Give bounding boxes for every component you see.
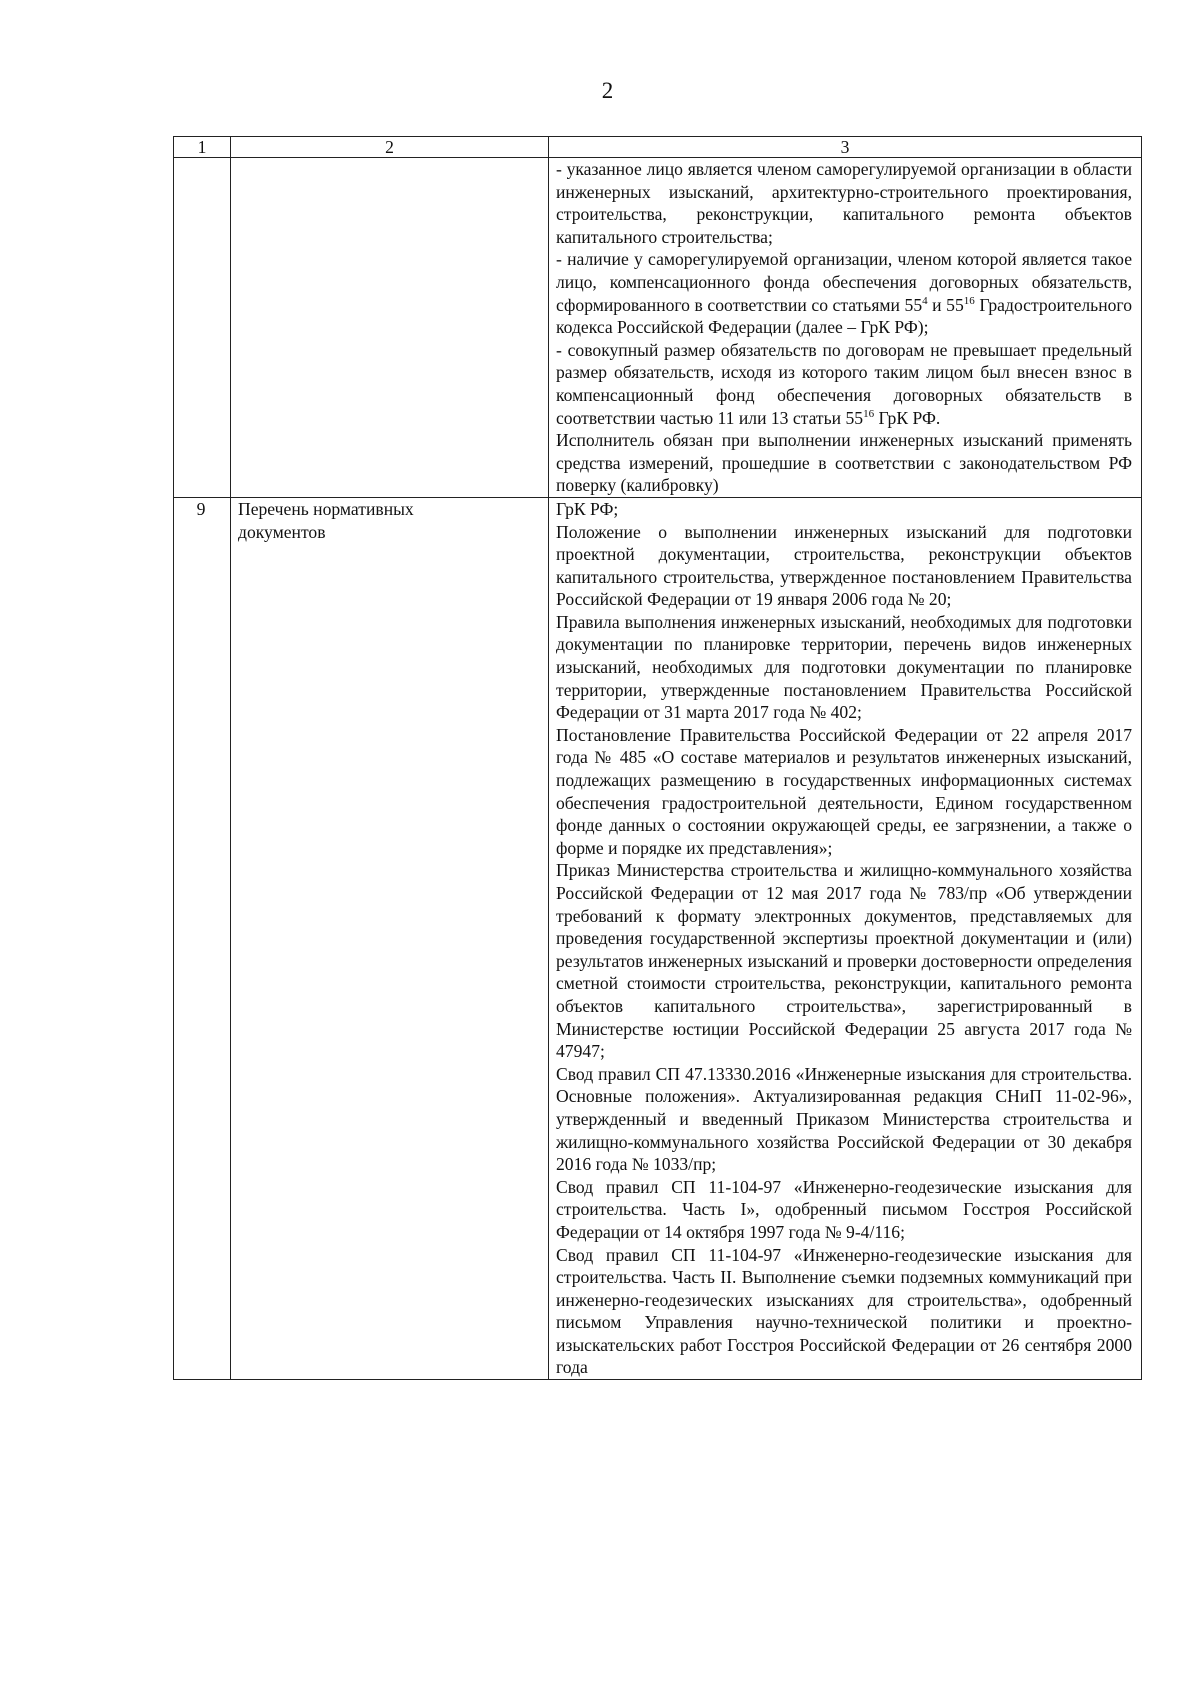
paragraph-sro-membership: - указанное лицо является членом саморегулируемой организации в области инженерных изысканий, архитектурно-строительного проектирования, строительства, реконструкции, капитального ремонта объектов капитального строительства; xyxy=(556,159,1132,247)
page-number: 2 xyxy=(601,78,614,103)
doc-list-item: Положение о выполнении инженерных изысканий для подготовки проектной документации, строительства, реконструкции объектов капитального строительства, утвержденное постановлением Правительства Российской Федерации от 19 января 2006 года № 20; xyxy=(556,521,1132,610)
table-header-row xyxy=(174,137,1142,158)
row-number-cell: 9 xyxy=(174,497,231,1379)
table-row-9 xyxy=(174,497,1142,1379)
column-header-1: 1 xyxy=(174,137,231,158)
column-header-2: 2 xyxy=(231,137,549,158)
row-name-text: Перечень нормативных документов xyxy=(238,498,414,542)
doc-list-item: Свод правил СП 11-104-97 «Инженерно-геодезические изыскания для строительства. Часть II. Выполнение съемки подземных коммуникаций при инженерно-геодезических изысканиях для строительства», одобренный письмом Управления научно-технической политики и проектно-изыскательских работ Госстроя Российской Федерации от 26 сентября 2000 года xyxy=(556,1244,1132,1378)
paragraph-measuring-instruments: Исполнитель обязан при выполнении инженерных изысканий применять средства измерений, прошедшие в соответствии с законодательством РФ поверку (калибровку) xyxy=(556,430,1132,496)
row-number-cell xyxy=(174,158,231,498)
doc-list-item: Правила выполнения инженерных изысканий, необходимых для подготовки документации по планировке территории, перечень видов инженерных изысканий, необходимых для подготовки документации по планировке территории, утвержденные постановлением Правительства Российской Федерации от 31 марта 2017 года № 402; xyxy=(556,611,1132,723)
doc-list-item: ГрК РФ; xyxy=(556,498,619,519)
row-name-cell xyxy=(231,158,549,498)
doc-list-item: Свод правил СП 11-104-97 «Инженерно-геодезические изыскания для строительства. Часть I», одобренный письмом Госстроя Российской Федерации от 14 октября 1997 года № 9-4/116; xyxy=(556,1176,1132,1242)
paragraph-compensation-fund: - наличие у саморегулируемой организации, членом которой является такое лицо, компенсационного фонда обеспечения договорных обязательств, сформированного в соответствии со статьями $55^4$ и $55^{16}$ Градостроительного кодекса Российской Федерации (далее – ГрК РФ); xyxy=(556,249,1132,338)
doc-list-item: Постановление Правительства Российской Федерации от 22 апреля 2017 года № 485 «О составе материалов и результатов инженерных изысканий, подлежащих размещению в государственных информационных системах обеспечения градостроительной деятельности, Едином государственном фонде данных о состоянии окружающей среды, ее загрязнении, а также о форме и порядке их представления»; xyxy=(556,724,1132,858)
row-content-cell xyxy=(549,158,1142,498)
requirements-table xyxy=(173,136,1142,1380)
doc-list-item: Приказ Министерства строительства и жилищно-коммунального хозяйства Российской Федерации от 12 мая 2017 года № 783/пр «Об утверждении требований к формату электронных документов, представляемых для проведения государственной экспертизы проектной документации и (или) результатов инженерных изысканий и проверки достоверности определения сметной стоимости строительства, реконструкции, капитального ремонта объектов капитального строительства», зарегистрированный в Министерстве юстиции Российской Федерации 25 августа 2017 года № 47947; xyxy=(556,860,1132,1062)
row-name-cell xyxy=(231,497,549,1379)
table-row-continued xyxy=(174,158,1142,498)
column-header-3: 3 xyxy=(549,137,1142,158)
row-content-cell xyxy=(549,497,1142,1379)
doc-list-item: Свод правил СП 47.13330.2016 «Инженерные изыскания для строительства. Основные положения». Актуализированная редакция СНиП 11-02-96», утвержденный и введенный Приказом Министерства строительства и жилищно-коммунального хозяйства Российской Федерации от 30 декабря 2016 года № 1033/пр; xyxy=(556,1063,1132,1175)
paragraph-obligations-limit: - совокупный размер обязательств по договорам не превышает предельный размер обязательств, исходя из которого таким лицом был внесен взнос в компенсационный фонд обеспечения договорных обязательств в соответствии частью 11 или 13 статьи $55^{16}$ ГрК РФ. xyxy=(556,339,1132,428)
